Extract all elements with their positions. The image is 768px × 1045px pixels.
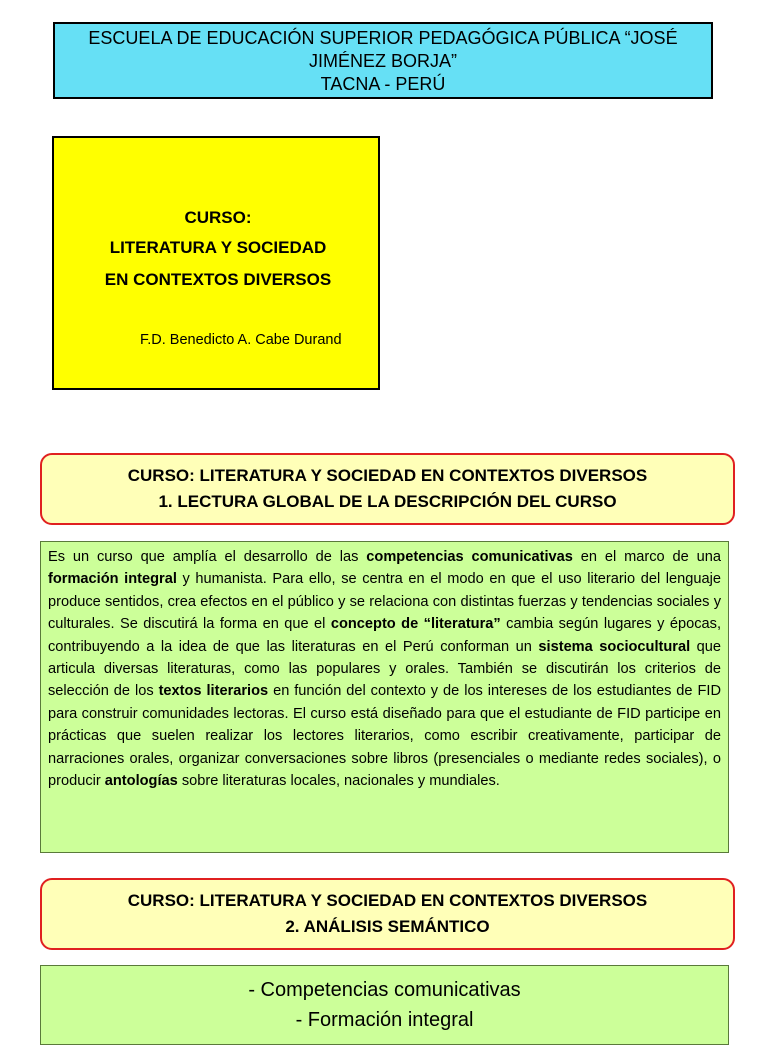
school-header <box>53 22 713 99</box>
section-2-title: 2. ANÁLISIS SEMÁNTICO <box>285 917 490 936</box>
description-text-1: Es un curso que amplía el desarrollo de las <box>48 549 367 565</box>
school-name-line2: JIMÉNEZ BORJA” <box>308 51 457 71</box>
description-text-5: que articula diversas literaturas, como las populares y orales. También se discutirán los criterios de selección de los <box>48 638 721 700</box>
course-title-card <box>52 136 380 390</box>
section-1-heading <box>40 453 735 525</box>
section-1-title: 1. LECTURA GLOBAL DE LA DESCRIPCIÓN DEL CURSO <box>158 492 617 511</box>
description-text-2: en el marco de una <box>572 549 721 565</box>
course-author: F.D. Benedicto A. Cabe Durand <box>140 332 342 348</box>
school-name-line1: ESCUELA DE EDUCACIÓN SUPERIOR PEDAGÓGICA PÚBLICA “JOSÉ <box>88 28 678 48</box>
school-location: TACNA - PERÚ <box>320 74 446 94</box>
description-bold-5: textos literarios <box>158 683 269 700</box>
section-2-course: CURSO: LITERATURA Y SOCIEDAD EN CONTEXTOS DIVERSOS <box>127 891 648 910</box>
description-bold-1: competencias comunicativas <box>366 549 573 565</box>
section-1-course: CURSO: LITERATURA Y SOCIEDAD EN CONTEXTOS DIVERSOS <box>127 466 648 485</box>
list-item: - Competencias comunicativas <box>248 979 521 1001</box>
description-text-6: en función del contexto y de los intereses de los estudiantes de FID para construir comunidades lectoras. El curso está diseñado para que el estudiante de FID participe en prácticas que suelen realizar los lectores literarios, como escribir creativamente, participar de narraciones orales, organizar conversaciones sobre libros (presenciales o mediante redes sociales), o producir <box>48 683 721 790</box>
description-text-3: y humanista. Para ello, se centra en el modo en que el uso literario del lenguaje produce sentidos, crea efectos en el público y se relaciona con distintas fuerzas y tendencias sociales y culturales. Se discutirá la forma en que el <box>48 571 721 633</box>
description-bold-3: concepto de “literatura” <box>330 616 501 633</box>
description-text-7: sobre literaturas locales, nacionales y mundiales. <box>177 773 500 790</box>
course-label: CURSO: <box>184 208 252 227</box>
course-title-line1: LITERATURA Y SOCIEDAD <box>109 238 327 257</box>
description-bold-6: antologías <box>104 773 178 790</box>
section-2-heading <box>40 878 735 950</box>
description-text-4: cambia según lugares y épocas, contribuyendo a la idea de que las literaturas en el Perú conforman un <box>48 616 722 655</box>
description-bold-2: formación integral <box>48 571 177 588</box>
list-item: - Formación integral <box>295 1009 474 1031</box>
course-title-line2: EN CONTEXTOS DIVERSOS <box>104 270 332 289</box>
semantic-analysis-list <box>40 965 729 1045</box>
description-bold-4: sistema sociocultural <box>538 638 691 655</box>
course-description <box>40 541 729 853</box>
